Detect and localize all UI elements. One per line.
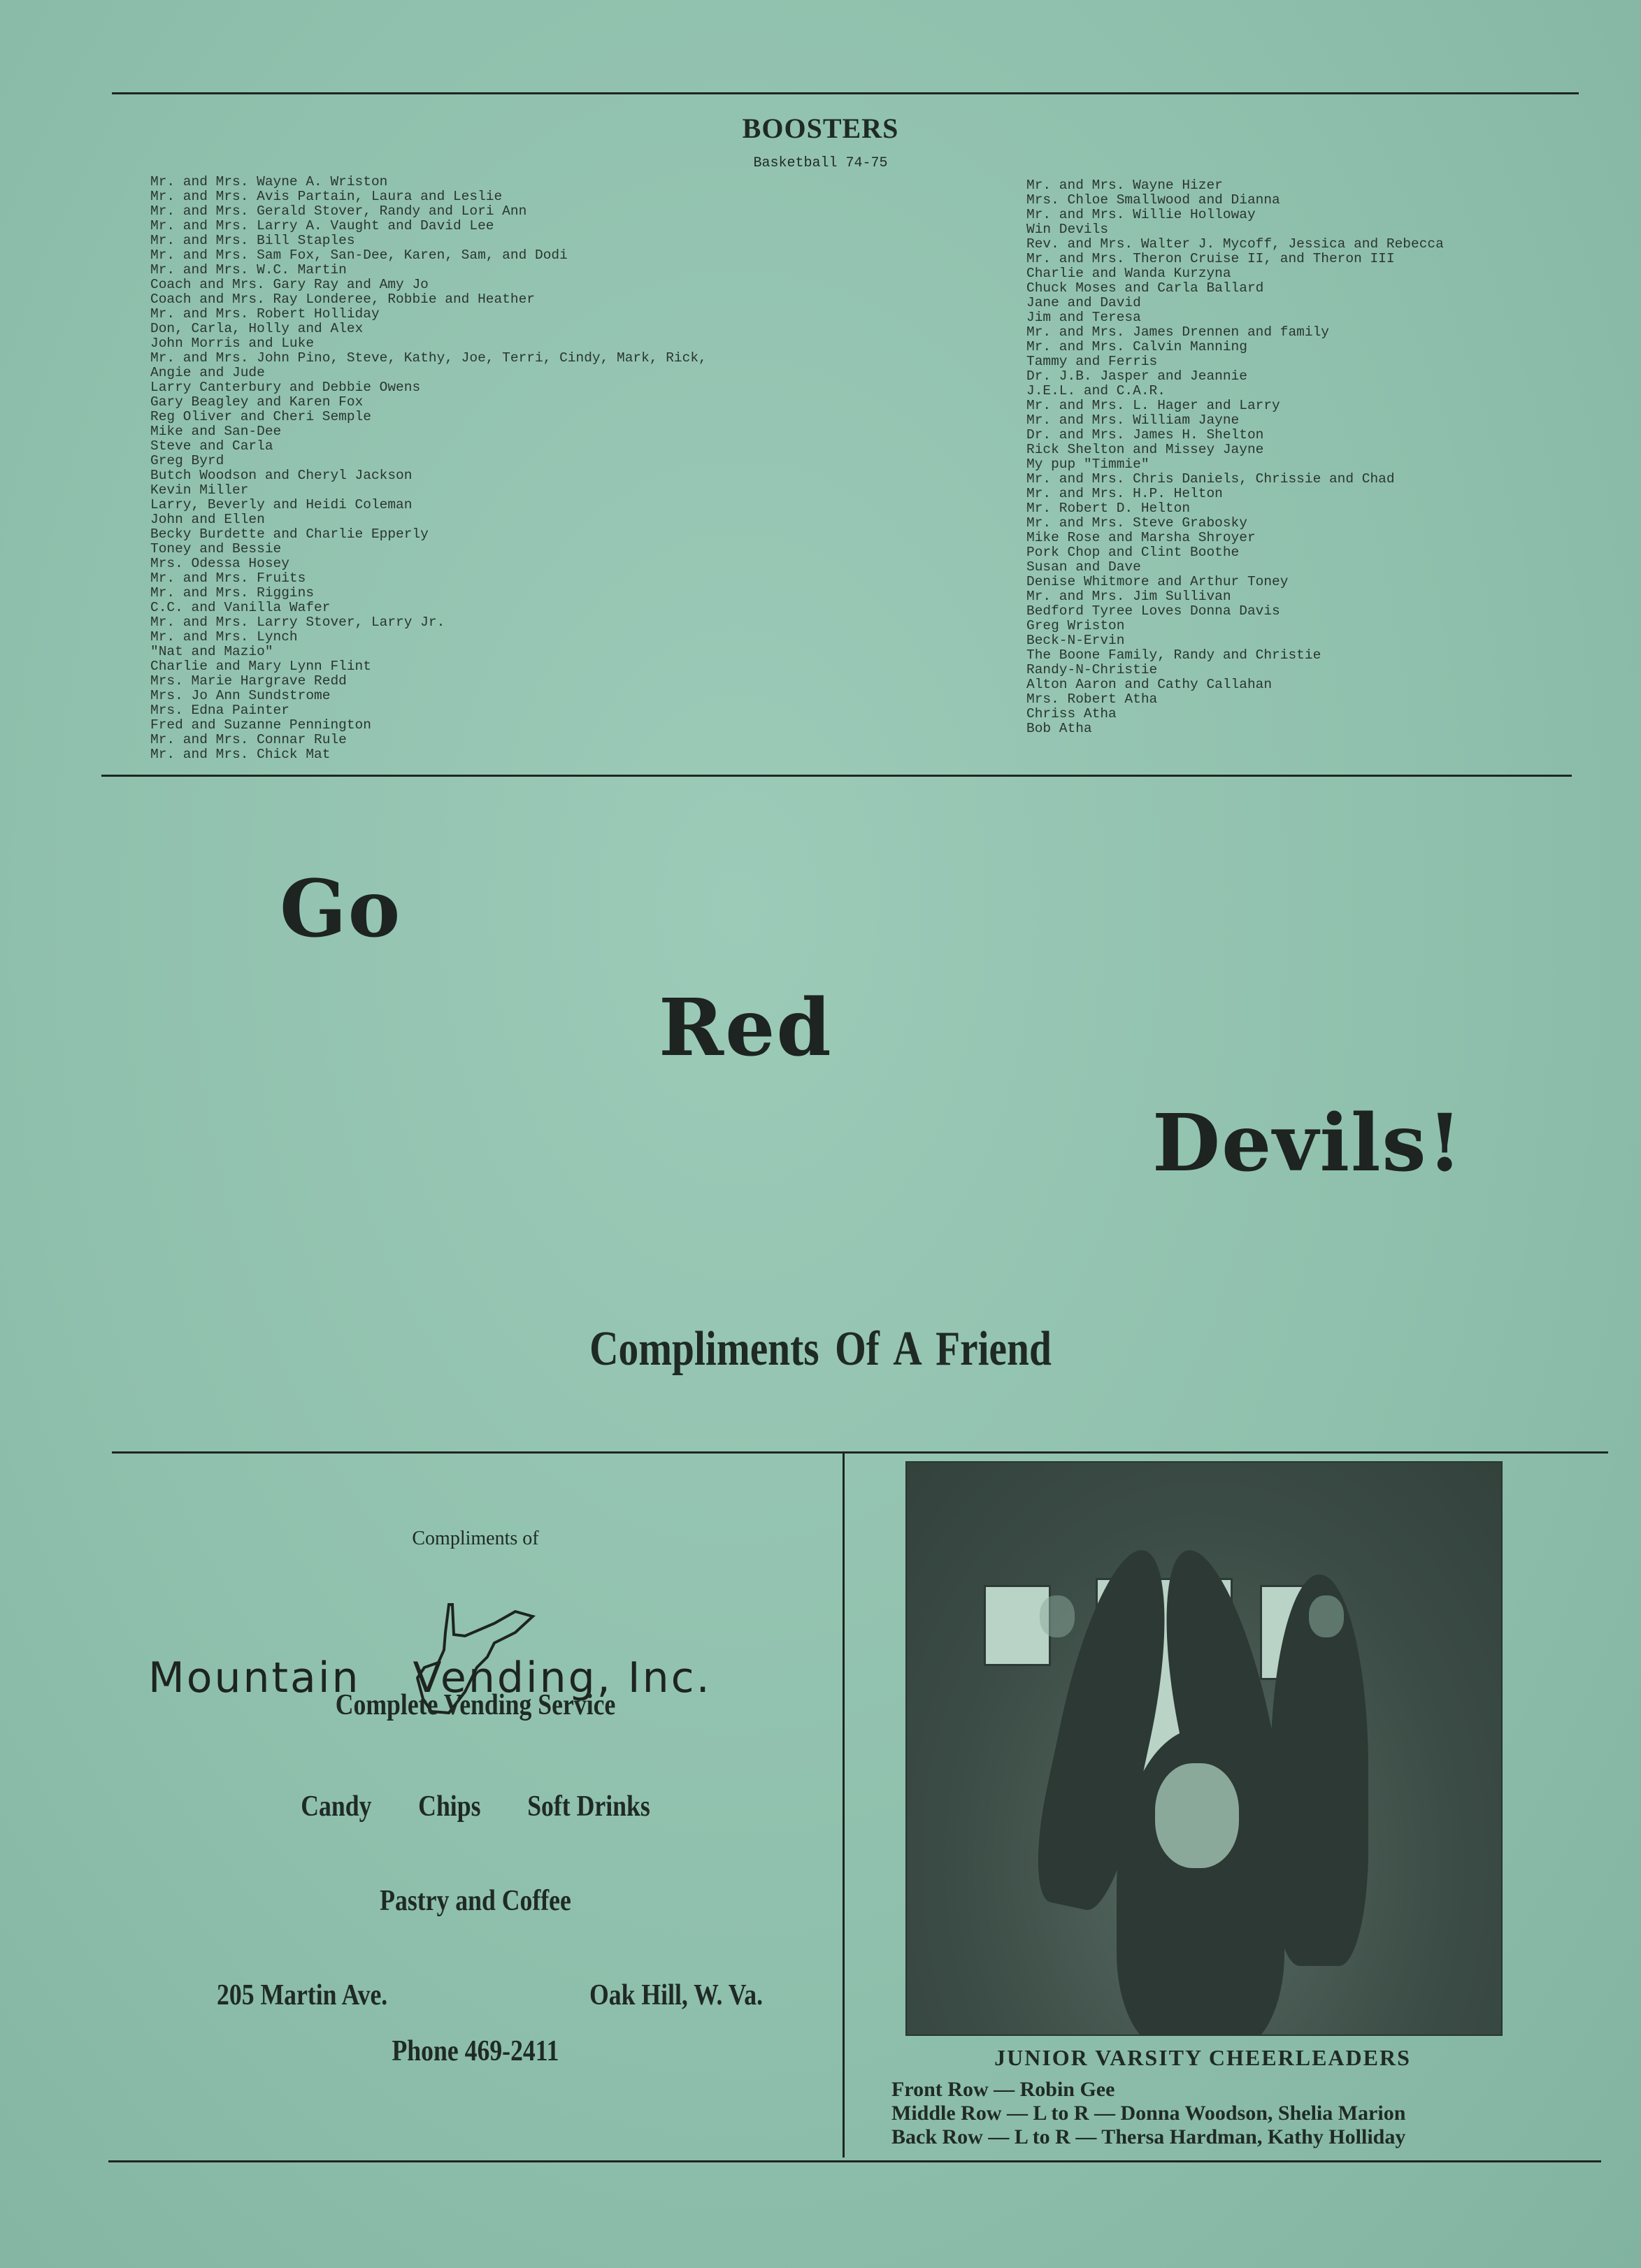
ad-service: Complete Vending Service <box>335 1689 616 1721</box>
booster-entry: Dr. J.B. Jasper and Jeannie <box>1026 368 1247 384</box>
cheerleader-face <box>1309 1595 1344 1637</box>
booster-entry: Tammy and Ferris <box>1026 354 1158 369</box>
booster-entry: C.C. and Vanilla Wafer <box>150 600 331 615</box>
booster-entry: Susan and Dave <box>1026 559 1141 575</box>
product-item: Candy <box>301 1790 372 1823</box>
booster-entry: Mr. and Mrs. Chick Mat <box>150 747 331 762</box>
boosters-left-column <box>150 175 707 762</box>
vending-ad <box>112 1447 839 2153</box>
booster-entry: Mr. and Mrs. L. Hager and Larry <box>1026 398 1280 413</box>
booster-entry: Chuck Moses and Carla Ballard <box>1026 280 1264 296</box>
booster-entry: Rick Shelton and Missey Jayne <box>1026 442 1264 457</box>
ad-address: 205 Martin Ave. <box>217 1979 388 2011</box>
booster-entry: Randy-N-Christie <box>1026 662 1158 677</box>
booster-entry: Mr. and Mrs. Robert Holliday <box>150 306 380 322</box>
slogan-red: Red <box>659 982 833 1074</box>
cheerleader-face <box>1040 1595 1075 1637</box>
booster-entry: Chriss Atha <box>1026 706 1117 722</box>
booster-entry: Gary Beagley and Karen Fox <box>150 394 364 410</box>
booster-entry: Mr. and Mrs. Jim Sullivan <box>1026 589 1231 604</box>
slogan-go: Go <box>280 863 402 955</box>
company-name-part1: Mountain <box>148 1653 361 1702</box>
booster-entry: Mr. and Mrs. Larry A. Vaught and David Lee <box>150 218 494 234</box>
photo-caption-middle: Middle Row — L to R — Donna Woodson, Shelia Marion <box>891 2102 1406 2125</box>
booster-entry: Mr. and Mrs. Chris Daniels, Chrissie and Chad <box>1026 471 1395 487</box>
booster-entry: Coach and Mrs. Gary Ray and Amy Jo <box>150 277 429 292</box>
cheerleader-face <box>1155 1763 1239 1868</box>
booster-entry: Beck-N-Ervin <box>1026 633 1125 648</box>
boosters-right-column <box>1026 178 1444 736</box>
photo-caption-title: JUNIOR VARSITY CHEERLEADERS <box>994 2045 1411 2070</box>
booster-entry: Win Devils <box>1026 222 1109 237</box>
booster-entry: Mr. Robert D. Helton <box>1026 501 1191 516</box>
booster-entry: Mrs. Jo Ann Sundstrome <box>150 688 331 703</box>
booster-entry: John Morris and Luke <box>150 336 315 351</box>
booster-entry: "Nat and Mazio" <box>150 644 273 659</box>
booster-entry: John and Ellen <box>150 512 265 527</box>
top-rule <box>112 92 1579 94</box>
booster-entry: Bob Atha <box>1026 721 1092 736</box>
booster-entry: Coach and Mrs. Ray Londeree, Robbie and Heather <box>150 292 535 307</box>
booster-entry: Steve and Carla <box>150 438 273 454</box>
booster-entry: Jim and Teresa <box>1026 310 1141 325</box>
booster-entry: Mr. and Mrs. Wayne A. Wriston <box>150 174 388 189</box>
booster-entry: Fred and Suzanne Pennington <box>150 717 371 733</box>
booster-entry: Mr. and Mrs. Theron Cruise II, and Theron III <box>1026 251 1395 266</box>
booster-entry: Mrs. Odessa Hosey <box>150 556 289 571</box>
booster-entry: Dr. and Mrs. James H. Shelton <box>1026 427 1264 443</box>
booster-entry: Mr. and Mrs. Riggins <box>150 585 315 601</box>
booster-entry: Denise Whitmore and Arthur Toney <box>1026 574 1289 589</box>
booster-entry: J.E.L. and C.A.R. <box>1026 383 1166 399</box>
ad-divider <box>843 1453 845 2158</box>
ad-products <box>166 1790 784 1823</box>
booster-entry: Mr. and Mrs. Connar Rule <box>150 732 347 747</box>
booster-entry: Mike Rose and Marsha Shroyer <box>1026 530 1256 545</box>
page-bottom-rule <box>108 2160 1601 2162</box>
photo-caption-front: Front Row — Robin Gee <box>891 2078 1115 2101</box>
product-item: Chips <box>418 1790 481 1823</box>
boosters-subtitle: Basketball 74-75 <box>753 155 888 171</box>
product-item: Soft Drinks <box>527 1790 650 1823</box>
booster-entry: Mr. and Mrs. W.C. Martin <box>150 262 347 278</box>
booster-entry: Mr. and Mrs. H.P. Helton <box>1026 486 1223 501</box>
booster-entry: Mr. and Mrs. Fruits <box>150 570 306 586</box>
slogan-devils: Devils! <box>1152 1098 1463 1189</box>
booster-entry: Reg Oliver and Cheri Semple <box>150 409 371 424</box>
booster-entry: Becky Burdette and Charlie Epperly <box>150 526 429 542</box>
boosters-title: BOOSTERS <box>742 113 899 144</box>
booster-entry: Mr. and Mrs. Lynch <box>150 629 298 645</box>
company-name-part2: Vending, Inc. <box>413 1653 712 1702</box>
booster-entry: Bedford Tyree Loves Donna Davis <box>1026 603 1280 619</box>
booster-entry: Mr. and Mrs. Wayne Hizer <box>1026 178 1223 193</box>
booster-entry: Larry, Beverly and Heidi Coleman <box>150 497 413 512</box>
compliments-of-a-friend: Compliments Of A Friend <box>589 1322 1052 1376</box>
booster-entry: Jane and David <box>1026 295 1141 310</box>
booster-entry: Rev. and Mrs. Walter J. Mycoff, Jessica and Rebecca <box>1026 236 1444 252</box>
ad-phone: Phone 469-2411 <box>392 2035 559 2067</box>
booster-entry: Mr. and Mrs. Bill Staples <box>150 233 355 248</box>
booster-entry: Mr. and Mrs. Sam Fox, San-Dee, Karen, Sam, and Dodi <box>150 247 568 263</box>
booster-entry: Mr. and Mrs. Gerald Stover, Randy and Lori Ann <box>150 203 527 219</box>
booster-entry: Mr. and Mrs. James Drennen and family <box>1026 324 1329 340</box>
booster-entry: The Boone Family, Randy and Christie <box>1026 647 1321 663</box>
booster-entry: My pup "Timmie" <box>1026 457 1149 472</box>
booster-entry: Mike and San-Dee <box>150 424 282 439</box>
booster-entry: Charlie and Wanda Kurzyna <box>1026 266 1231 281</box>
booster-entry: Angie and Jude <box>150 365 265 380</box>
booster-entry: Pork Chop and Clint Boothe <box>1026 545 1240 560</box>
booster-entry: Mrs. Marie Hargrave Redd <box>150 673 347 689</box>
booster-entry: Mrs. Edna Painter <box>150 703 289 718</box>
cheerleaders-photo <box>905 1461 1503 2036</box>
photo-caption-back: Back Row — L to R — Thersa Hardman, Kathy Holliday <box>891 2125 1406 2148</box>
booster-entry: Charlie and Mary Lynn Flint <box>150 659 371 674</box>
booster-entry: Greg Wriston <box>1026 618 1125 633</box>
booster-entry: Larry Canterbury and Debbie Owens <box>150 380 421 395</box>
booster-entry: Mr. and Mrs. Steve Grabosky <box>1026 515 1247 531</box>
booster-entry: Don, Carla, Holly and Alex <box>150 321 364 336</box>
ad-compliments-of: Compliments of <box>412 1528 539 1549</box>
booster-entry: Mr. and Mrs. Avis Partain, Laura and Leslie <box>150 189 503 204</box>
booster-entry: Butch Woodson and Cheryl Jackson <box>150 468 413 483</box>
boosters-bottom-rule <box>101 775 1572 777</box>
booster-entry: Mr. and Mrs. Larry Stover, Larry Jr. <box>150 615 445 630</box>
booster-entry: Kevin Miller <box>150 482 249 498</box>
booster-entry: Mrs. Chloe Smallwood and Dianna <box>1026 192 1280 208</box>
booster-entry: Mr. and Mrs. William Jayne <box>1026 412 1240 428</box>
booster-entry: Greg Byrd <box>150 453 224 468</box>
booster-entry: Mr. and Mrs. Calvin Manning <box>1026 339 1247 354</box>
booster-entry: Mrs. Robert Atha <box>1026 691 1158 707</box>
booster-entry: Mr. and Mrs. Willie Holloway <box>1026 207 1256 222</box>
ad-city: Oak Hill, W. Va. <box>589 1979 764 2011</box>
ad-extra: Pastry and Coffee <box>380 1885 571 1917</box>
booster-entry: Toney and Bessie <box>150 541 282 557</box>
booster-entry: Mr. and Mrs. John Pino, Steve, Kathy, Joe, Terri, Cindy, Mark, Rick, <box>150 350 707 366</box>
booster-entry: Alton Aaron and Cathy Callahan <box>1026 677 1273 692</box>
